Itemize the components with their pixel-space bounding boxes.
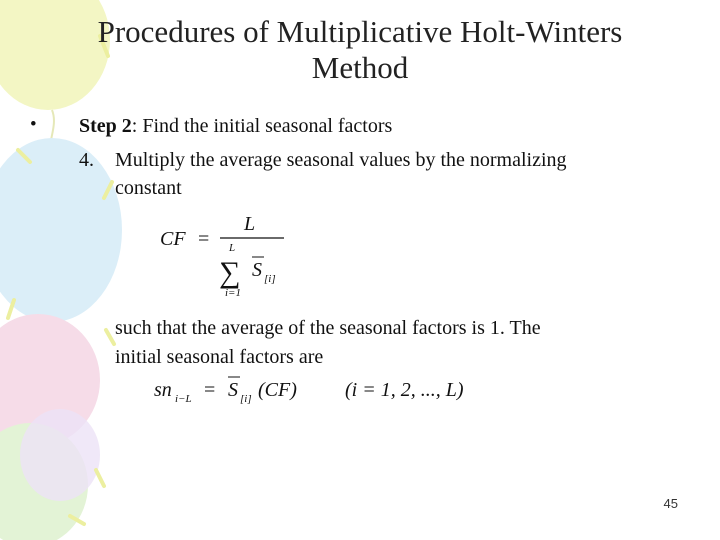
- formula2-cf: (CF): [258, 379, 297, 401]
- formula1-equals: =: [198, 228, 210, 250]
- step-description: : Find the initial seasonal factors: [131, 115, 393, 137]
- list-number: 4.: [79, 149, 94, 171]
- formula2-range: (i = 1, 2, ..., L): [345, 379, 464, 401]
- formula2-term-subscript: [i]: [240, 393, 252, 405]
- formula2-term: S: [228, 379, 238, 401]
- sum-lower-limit: i=1: [225, 287, 241, 299]
- list-item-continuation: constant: [115, 177, 182, 199]
- formula2-lhs-subscript: i−L: [175, 393, 192, 405]
- title-line-1: Procedures of Multiplicative Holt-Winters: [97, 14, 623, 49]
- title-line-2: Method: [311, 50, 409, 85]
- explanation-line-2: initial seasonal factors are: [115, 346, 324, 368]
- step-label: Step 2: [79, 115, 132, 137]
- list-item-text: Multiply the average seasonal values by the normalizing: [115, 149, 567, 171]
- bullet-marker: •: [30, 114, 37, 135]
- formula2-equals: =: [204, 379, 216, 401]
- formula2-lhs: sn: [154, 379, 172, 401]
- formula1-numerator: L: [244, 213, 256, 235]
- sum-upper-limit: L: [229, 242, 236, 254]
- explanation-line-1: such that the average of the seasonal factors is 1. The: [115, 317, 541, 339]
- sum-symbol: ∑: [219, 256, 241, 289]
- page-number: 45: [663, 496, 678, 511]
- formula1-lhs: CF: [160, 228, 186, 250]
- formula1-term: S: [252, 259, 262, 281]
- formula1-term-subscript: [i]: [264, 273, 276, 285]
